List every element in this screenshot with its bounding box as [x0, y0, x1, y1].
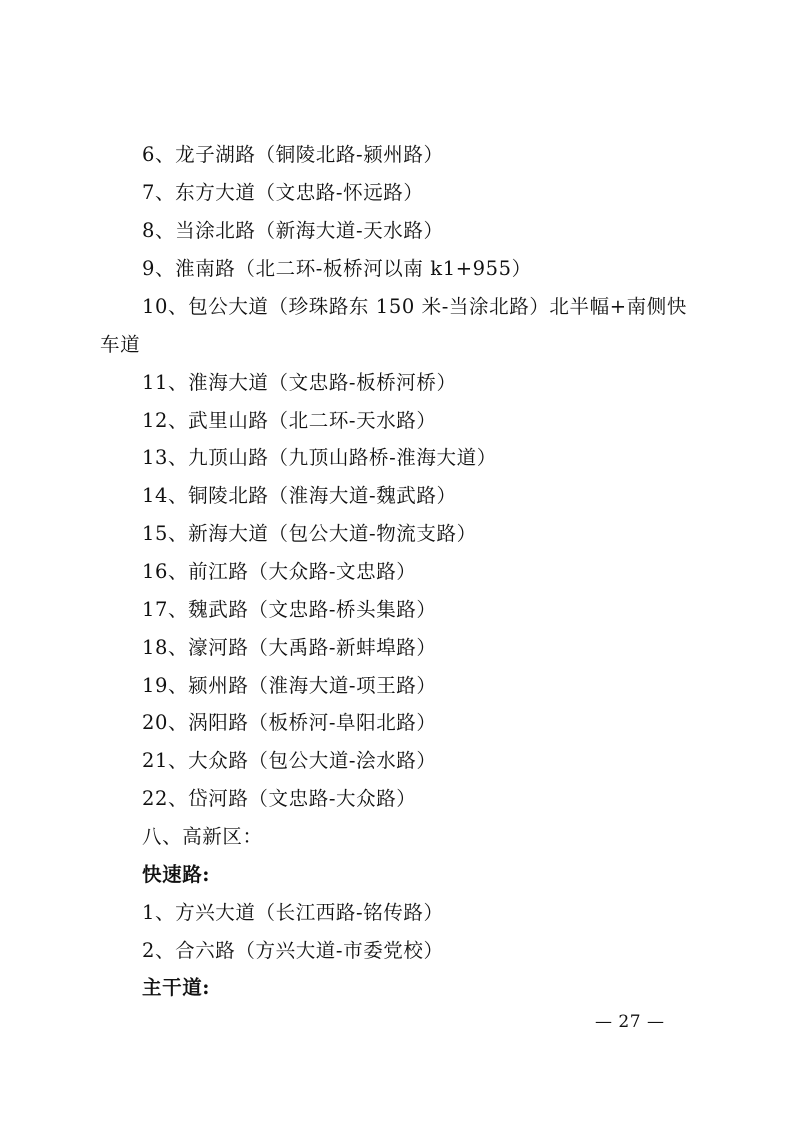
list-item: 2、合六路（方兴大道-市委党校）	[142, 939, 444, 962]
list-item: 11、淮海大道（文忠路-板桥河桥）	[142, 371, 457, 394]
list-item: 7、东方大道（文忠路-怀远路）	[142, 181, 424, 204]
list-item: 10、包公大道（珍珠路东 150 米-当涂北路）北半幅+南侧快	[142, 295, 687, 318]
list-item: 6、龙子湖路（铜陵北路-颍州路）	[142, 143, 444, 166]
section-heading: 八、高新区：	[142, 825, 263, 848]
list-item-continuation: 车道	[100, 333, 141, 356]
list-item: 20、涡阳路（板桥河-阜阳北路）	[142, 711, 437, 734]
list-item: 21、大众路（包公大道-浍水路）	[142, 749, 437, 772]
page-number: — 27 —	[595, 1012, 665, 1032]
list-item: 13、九顶山路（九顶山路桥-淮海大道）	[142, 446, 497, 469]
list-item: 1、方兴大道（长江西路-铭传路）	[142, 901, 444, 924]
list-item: 19、颍州路（淮海大道-项王路）	[142, 674, 437, 697]
list-item: 8、当涂北路（新海大道-天水路）	[142, 219, 444, 242]
list-item: 18、濠河路（大禹路-新蚌埠路）	[142, 636, 437, 659]
list-item: 16、前江路（大众路-文忠路）	[142, 560, 417, 583]
subsection-heading: 快速路:	[142, 863, 211, 886]
list-item: 17、魏武路（文忠路-桥头集路）	[142, 598, 437, 621]
list-item: 14、铜陵北路（淮海大道-魏武路）	[142, 484, 457, 507]
list-item: 9、淮南路（北二环-板桥河以南 k1+955）	[142, 257, 532, 280]
list-item: 22、岱河路（文忠路-大众路）	[142, 787, 417, 810]
list-item: 15、新海大道（包公大道-物流支路）	[142, 522, 477, 545]
subsection-heading: 主干道:	[142, 976, 211, 999]
list-item: 12、武里山路（北二环-天水路）	[142, 409, 437, 432]
